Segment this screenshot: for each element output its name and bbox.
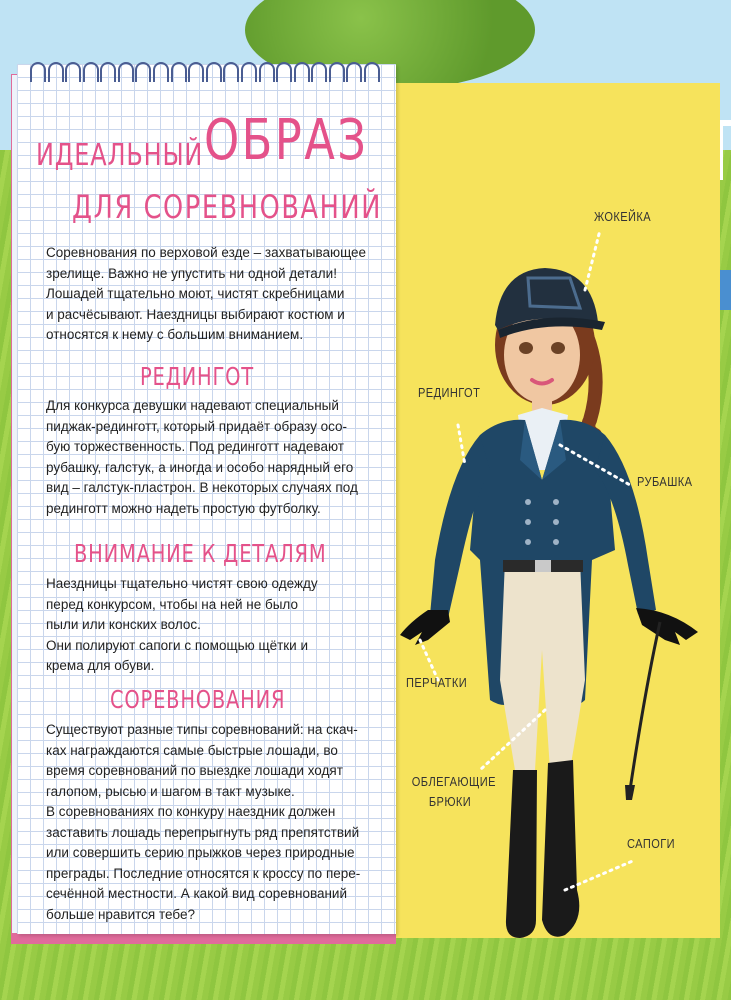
right-boot-icon	[542, 760, 579, 937]
text-line: Они полируют сапоги с помощью щётки и	[46, 637, 309, 653]
text-line: Наездницы тщательно чистят свою одежду	[46, 576, 318, 591]
intro-line: и расчёсывают. Наездницы выбирают костюм и	[46, 306, 345, 322]
section-heading-redingot: РЕДИНГОТ	[140, 362, 254, 391]
text-line: сечённой местности. А какой вид соревнований	[46, 886, 348, 901]
competitions-paragraph	[46, 720, 360, 925]
text-line: В соревнованиях по конкуру наездник должен	[46, 804, 336, 819]
text-line: бую торжественность. Под рединготт надевают	[46, 439, 344, 454]
text-line: крема для обуви.	[46, 658, 155, 673]
title-line-2: ОБРАЗ	[204, 108, 369, 173]
title-line-3: ДЛЯ СОРЕВНОВАНИЙ	[72, 188, 382, 226]
label-boots: САПОГИ	[627, 836, 675, 851]
label-breeches-line: БРЮКИ	[428, 794, 472, 809]
intro-paragraph	[46, 243, 366, 346]
text-line: заставить лошадь перепрыгнуть ряд препятствий	[46, 824, 360, 840]
text-line: или совершить серию прыжков через природные	[46, 845, 355, 860]
left-glove-icon	[400, 610, 450, 645]
intro-line: относятся к нему с большим вниманием.	[46, 327, 304, 342]
text-line: Существуют разные типы соревнований: на скач-	[46, 722, 358, 737]
text-line: пыли или конских волос.	[46, 617, 201, 632]
text-line: рубашку, галстук, а иногда и особо нарядный его	[46, 459, 354, 475]
whip-icon	[630, 622, 660, 790]
label-gloves: ПЕРЧАТКИ	[406, 675, 468, 690]
rider-illustration	[380, 230, 710, 940]
section-heading-details: ВНИМАНИЕ К ДЕТАЛЯМ	[74, 539, 327, 568]
title-line-1: ИДЕАЛЬНЫЙ	[36, 138, 204, 173]
intro-line: Соревнования по верховой езде – захватывающее	[46, 245, 367, 260]
left-boot-icon	[506, 770, 537, 938]
details-paragraph	[46, 574, 318, 677]
text-line: рединготт можно надеть простую футболку.	[46, 500, 321, 516]
label-redingot: РЕДИНГОТ	[418, 385, 481, 400]
intro-line: Лошадей тщательно моют, чистят скребницами	[46, 286, 345, 301]
right-glove-icon	[636, 608, 698, 645]
redingot-paragraph	[46, 396, 358, 519]
intro-line: зрелище. Важно не упустить ни одной детали!	[46, 265, 337, 281]
text-line: вид – галстук-пластрон. В некоторых случаях под	[46, 480, 358, 495]
text-line: Для конкурса девушки надевают специальный	[46, 398, 339, 413]
text-line: галопом, рысью и шагом в такт музыке.	[46, 783, 295, 799]
section-heading-competitions: СОРЕВНОВАНИЯ	[110, 685, 286, 714]
text-line: перед конкурсом, чтобы на ней не было	[46, 596, 298, 612]
label-shirt: РУБАШКА	[637, 474, 693, 489]
text-line: ках награждаются самые быстрые лошади, во	[46, 742, 338, 758]
text-line: время соревнований по выездке лошади ходят	[46, 763, 343, 778]
notebook-spiral	[30, 62, 380, 84]
text-line: преграды. Последние относятся к кроссу по пере-	[46, 865, 361, 881]
text-line: больше нравится тебе?	[46, 906, 195, 922]
label-breeches-line: ОБЛЕГАЮЩИЕ	[411, 774, 496, 789]
label-breeches	[411, 772, 496, 812]
label-helmet: ЖОКЕЙКА	[594, 209, 652, 224]
text-line: пиджак-рединготт, который придаёт образу осо-	[46, 418, 348, 434]
